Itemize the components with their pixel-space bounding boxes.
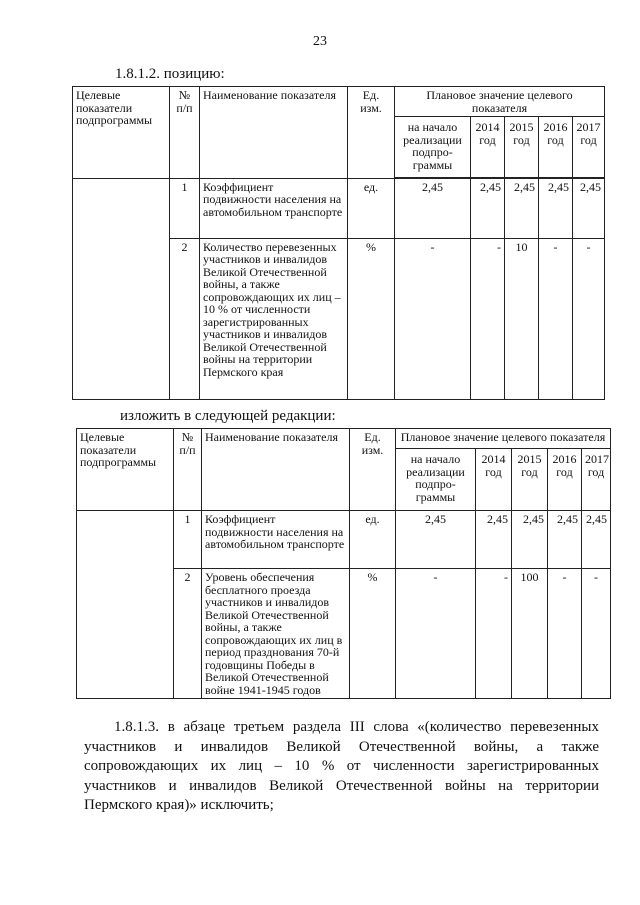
header-year-2014: 2014 год	[476, 449, 512, 511]
row-start: 2,45	[395, 178, 471, 238]
header-unit: Ед. изм.	[348, 87, 395, 179]
row-name: Количество перевезенных участников и инвалидов Великой Отечественной войны, а также сопровождающих их лиц – 10 % от численности зарегистрированных участников и инвалидов Великой Отечественной войны на территории Пермского края	[200, 238, 348, 399]
row-num: 2	[170, 238, 200, 399]
row-2014: -	[471, 238, 505, 399]
row-unit: ед.	[350, 511, 396, 569]
header-year-2016: 2016 год	[539, 117, 573, 177]
paragraph-intro-position: 1.8.1.2. позицию:	[115, 66, 225, 82]
header-year-2014: 2014 год	[471, 117, 505, 177]
row-num: 1	[170, 178, 200, 238]
header-start: на начало реализации подпро-граммы	[395, 117, 471, 177]
indicators-table-old	[72, 86, 605, 400]
header-year-2015: 2015 год	[512, 449, 548, 511]
header-goals: Целевые показатели подпрограммы	[73, 87, 170, 179]
header-year-2016: 2016 год	[548, 449, 582, 511]
row-2014: 2,45	[476, 511, 512, 569]
row-start: 2,45	[396, 511, 476, 569]
row-2015: 2,45	[505, 178, 539, 238]
row-unit: ед.	[348, 178, 395, 238]
row-2017: -	[573, 238, 605, 399]
row-name: Уровень обеспечения бесплатного проезда участников и инвалидов Великой Отечественной войны, а также сопровождающих их лиц в период празднования 70-й годовщины Победы в Великой Отечественной войне 1941-1945 годов	[202, 569, 350, 699]
row-2015: 2,45	[512, 511, 548, 569]
table-row	[73, 178, 605, 238]
header-planned: Плановое значение целевого показателя	[396, 429, 611, 449]
row-start: -	[396, 569, 476, 699]
header-name: Наименование показателя	[200, 87, 348, 179]
header-planned: Плановое значение целевого показателя	[395, 87, 605, 117]
row-2015: 10	[505, 238, 539, 399]
paragraph-exclusion: 1.8.1.3. в абзаце третьем раздела III слова «(количество перевезенных участников и инвалидов Великой Отечественной войны, а также сопровождающих их лиц – 10 % от численности зарегистрированных участников и инвалидов Великой Отечественной войны на территории Пермского края)» исключить;	[84, 719, 599, 813]
paragraph-new-edition: изложить в следующей редакции:	[120, 408, 336, 424]
row-num: 2	[174, 569, 202, 699]
row-unit: %	[348, 238, 395, 399]
row-2014: -	[476, 569, 512, 699]
row-2015: 100	[512, 569, 548, 699]
header-goals: Целевые показатели подпрограммы	[77, 429, 174, 511]
row-2017: -	[582, 569, 611, 699]
row-num: 1	[174, 511, 202, 569]
row-2017: 2,45	[573, 178, 605, 238]
row-2016: -	[539, 238, 573, 399]
header-year-2015: 2015 год	[505, 117, 539, 177]
row-2016: 2,45	[539, 178, 573, 238]
header-start: на начало реализации подпро-граммы	[396, 449, 476, 511]
indicators-table-new	[76, 428, 611, 699]
row-2016: -	[548, 569, 582, 699]
row-start: -	[395, 238, 471, 399]
page-number: 23	[313, 34, 327, 49]
header-num: № п/п	[174, 429, 202, 511]
header-unit: Ед. изм.	[350, 429, 396, 511]
row-2014: 2,45	[471, 178, 505, 238]
header-name: Наименование показателя	[202, 429, 350, 511]
header-year-2017: 2017 год	[582, 449, 611, 511]
row-2016: 2,45	[548, 511, 582, 569]
row-2017: 2,45	[582, 511, 611, 569]
header-num: № п/п	[170, 87, 200, 179]
row-name: Коэффициент подвижности населения на автомобильном транспорте	[202, 511, 350, 569]
header-year-2017: 2017 год	[573, 117, 605, 177]
row-unit: %	[350, 569, 396, 699]
table-row	[77, 511, 611, 569]
row-name: Коэффициент подвижности населения на автомобильном транспорте	[200, 178, 348, 238]
